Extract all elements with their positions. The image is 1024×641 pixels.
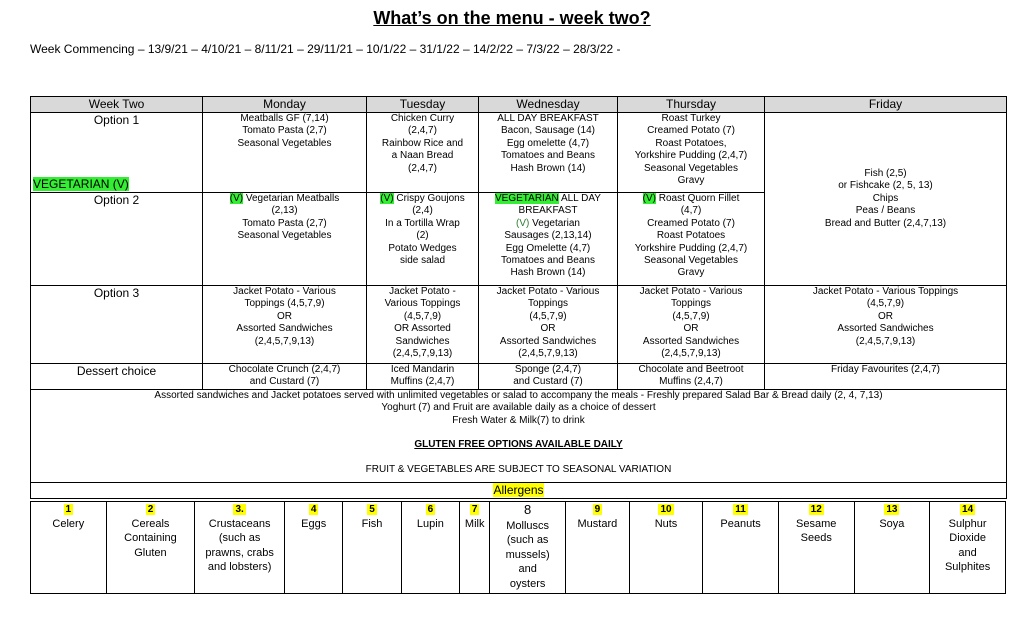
menu-line: OR [540, 323, 556, 335]
option1-monday [203, 113, 367, 193]
menu-line: Fish (2,5) [864, 167, 907, 179]
menu-line: Rainbow Rice and [381, 137, 464, 149]
header-monday: Monday [203, 97, 367, 113]
menu-line: Tomatoes and Beans [501, 150, 595, 162]
allergens-table [30, 501, 1006, 594]
vegetarian-marker: (V) [229, 193, 244, 204]
menu-line: Bacon, Sausage (14) [501, 125, 595, 137]
allergen-name: Sulphur [948, 517, 987, 530]
menu-line: (4,7) [680, 205, 702, 217]
menu-header-row [31, 97, 1007, 113]
allergen-name: Gluten [134, 546, 167, 559]
allergen-name: (such as [218, 532, 261, 544]
menu-line: Bread and Butter (2,4,7,13) [824, 217, 947, 229]
info-row [31, 390, 1007, 483]
menu-line: Jacket Potato - Various [233, 286, 336, 297]
allergen-name: Sesame [796, 517, 837, 530]
dessert-wednesday [479, 364, 618, 390]
menu-line: Gravy [677, 175, 705, 187]
menu-line: Chocolate and Beetroot [638, 364, 744, 375]
menu-line [205, 193, 364, 205]
menu-line: Roast Potatoes [656, 230, 726, 242]
menu-line: BREAKFAST [518, 205, 578, 217]
menu-line: (2) [416, 230, 429, 242]
vegetarian-label: VEGETARIAN (V) [33, 177, 129, 191]
menu-line: Friday Favourites (2,4,7) [831, 364, 940, 375]
spacer [33, 452, 1004, 464]
menu-line: Seasonal Vegetables [237, 230, 332, 242]
menu-line: Creamed Potato (7) [647, 217, 735, 229]
allergen-8 [490, 502, 566, 594]
allergen-name: Eggs [301, 517, 327, 530]
dessert-tuesday [367, 364, 479, 390]
allergen-name: and [518, 563, 537, 575]
allergen-name: mussels) [505, 548, 550, 561]
menu-line: (4,5,7,9) [403, 310, 442, 322]
dessert-label-cell [31, 364, 203, 390]
allergen-name: Mustard [577, 517, 618, 530]
menu-line: OR [878, 310, 893, 322]
allergen-number: 3. [235, 504, 244, 515]
allergen-name: Cereals [131, 517, 170, 530]
option3-row [31, 286, 1007, 364]
vegetarian-marker: (V) [380, 193, 394, 204]
menu-line: Seasonal Vegetables [644, 255, 738, 267]
option1-thursday [618, 113, 765, 193]
dessert-label: Dessert choice [76, 364, 157, 378]
allergen-name: Seeds [800, 532, 832, 544]
dessert-row [31, 364, 1007, 390]
vegetarian-marker: (V) [642, 193, 656, 204]
header-tuesday: Tuesday [367, 97, 479, 113]
menu-line [481, 218, 615, 230]
allergens-title-cell [31, 483, 1007, 499]
menu-line: (2,4,5,7,9,13) [392, 348, 453, 360]
menu-line: Muffins (2,4,7) [659, 376, 723, 388]
menu-line: Chips [872, 192, 899, 204]
option1-label: Option 1 [93, 113, 140, 127]
menu-line: Yorkshire Pudding (2,4,7) [634, 242, 748, 254]
menu-text: Vegetarian Meatballs [245, 193, 340, 204]
menu-line: Toppings [670, 298, 712, 310]
allergen-name: oysters [509, 577, 546, 590]
menu-line: Sausages (2,13,14) [504, 230, 592, 242]
option2-wednesday [479, 193, 618, 286]
allergen-name: Milk [464, 517, 485, 530]
menu-line: (2,13) [271, 205, 298, 217]
menu-line: Toppings (4,5,7,9) [244, 298, 325, 310]
menu-text: Crispy Goujons [396, 193, 465, 204]
page-title: What’s on the menu - week two? [373, 8, 651, 28]
menu-line: Meatballs GF (7,14) [240, 113, 329, 124]
menu-line: Chocolate Crunch (2,4,7) [228, 364, 341, 375]
menu-line: Egg omelette (4,7) [506, 137, 590, 149]
header-week-two: Week Two [31, 97, 203, 113]
allergen-number: 1 [65, 504, 72, 515]
menu-line: Assorted Sandwiches [642, 335, 740, 347]
allergen-2 [106, 502, 195, 594]
menu-line: Chicken Curry [390, 113, 455, 124]
menu-line: Various Toppings [384, 298, 461, 310]
menu-line: OR [683, 323, 699, 335]
option1-wednesday [479, 113, 618, 193]
menu-line: or Fishcake (2, 5, 13) [838, 180, 933, 192]
menu-table [30, 96, 1007, 499]
menu-line: a Naan Bread [391, 150, 454, 162]
menu-line: Toppings [527, 298, 569, 310]
menu-line: and Custard (7) [513, 376, 583, 388]
allergens-title-row [31, 483, 1007, 499]
allergen-number: 2 [147, 504, 154, 515]
menu-line [369, 193, 476, 205]
week-commencing-dates: Week Commencing – 13/9/21 – 4/10/21 – 8/11/21 – 29/11/21 – 10/1/22 – 31/1/22 – 14/2/22 – 7/3/22 – 28/3/22 - [30, 42, 621, 56]
allergen-name: Molluscs [506, 519, 550, 532]
option1-row [31, 113, 1007, 193]
menu-line: In a Tortilla Wrap [385, 217, 460, 229]
menu-line: Gravy [677, 267, 705, 279]
option2-monday [203, 193, 367, 286]
option2-label: Option 2 [93, 193, 140, 207]
menu-line: Jacket Potato - Various [639, 286, 743, 297]
allergen-name: Sulphites [944, 561, 991, 573]
menu-line: Tomato Pasta (2,7) [242, 217, 327, 229]
menu-line [481, 193, 615, 205]
menu-line: (2,4,7) [408, 125, 437, 137]
header-thursday: Thursday [618, 97, 765, 113]
option1-tuesday [367, 113, 479, 193]
allergen-number: 11 [735, 504, 746, 515]
option3-label: Option 3 [93, 286, 140, 300]
menu-line: (4,5,7,9) [529, 310, 567, 322]
menu-line: Tomato Pasta (2,7) [242, 125, 327, 137]
menu-line: Seasonal Vegetables [644, 162, 738, 174]
menu-text: Vegetarian [532, 217, 580, 229]
option2-thursday [618, 193, 765, 286]
dessert-friday [765, 364, 1007, 390]
menu-text: Roast Quorn Fillet [658, 193, 740, 204]
allergen-number: 5 [369, 504, 375, 515]
menu-line: (2,4) [412, 205, 433, 217]
option3-monday [203, 286, 367, 364]
spacer [33, 427, 1004, 439]
menu-line: and Custard (7) [249, 376, 320, 388]
allergen-number: 9 [594, 504, 601, 515]
menu-line: (2,4,5,7,9,13) [855, 335, 916, 347]
allergen-name: Crustaceans [208, 517, 271, 530]
allergen-5 [343, 502, 401, 594]
allergen-number: 8 [524, 502, 532, 517]
vegetarian-v-text: (V) [516, 217, 530, 229]
gluten-free-notice: GLUTEN FREE OPTIONS AVAILABLE DAILY [414, 439, 623, 451]
menu-line: Iced Mandarin [390, 364, 455, 375]
seasonal-notice: FRUIT & VEGETABLES ARE SUBJECT TO SEASONAL VARIATION [365, 463, 672, 475]
menu-line: Yorkshire Pudding (2,4,7) [634, 150, 748, 162]
menu-line: Creamed Potato (7) [647, 125, 735, 137]
allergen-number: 4 [310, 504, 317, 515]
option3-tuesday [367, 286, 479, 364]
menu-line: OR [277, 310, 292, 322]
menu-text: ALL DAY [560, 193, 601, 204]
menu-line: Assorted Sandwiches [837, 323, 934, 335]
allergens-row [31, 502, 1006, 594]
option2-tuesday [367, 193, 479, 286]
info-line: Yoghurt (7) and Fruit are available daily as a choice of dessert [381, 402, 656, 414]
allergen-name: and [958, 546, 977, 559]
allergen-11 [703, 502, 779, 594]
menu-line: Roast Turkey [661, 113, 721, 124]
menu-line: OR Assorted [394, 323, 451, 335]
menu-line: Hash Brown (14) [510, 162, 586, 174]
menu-line: Roast Potatoes, [655, 137, 727, 149]
option1-label-cell [31, 113, 203, 193]
allergen-1 [31, 502, 107, 594]
vegetarian-marker: VEGETARIAN [495, 193, 559, 204]
menu-line [620, 193, 762, 205]
allergen-14 [930, 502, 1006, 594]
menu-line: (4,5,7,9) [672, 310, 710, 322]
menu-line: Egg Omelette (4,7) [505, 242, 591, 254]
allergen-4 [284, 502, 342, 594]
menu-line: Hash Brown (14) [510, 267, 586, 279]
allergen-9 [565, 502, 629, 594]
menu-line: Assorted Sandwiches [499, 335, 597, 347]
menu-line: Jacket Potato - Various Toppings [812, 286, 959, 297]
menu-line: (2,4,5,7,9,13) [254, 335, 315, 347]
info-cell [31, 390, 1007, 483]
allergen-number: 13 [886, 504, 898, 515]
friday-main-cell [765, 113, 1007, 286]
menu-line: (4,5,7,9) [866, 298, 905, 310]
menu-line: (2,4,5,7,9,13) [661, 348, 721, 360]
menu-line: ALL DAY BREAKFAST [497, 113, 599, 124]
header-wednesday: Wednesday [479, 97, 618, 113]
allergen-name: Dioxide [949, 532, 986, 544]
option2-label-cell [31, 193, 203, 286]
option3-thursday [618, 286, 765, 364]
header-friday: Friday [765, 97, 1007, 113]
allergen-name: Soya [879, 517, 905, 530]
menu-line: (2,4,7) [408, 162, 437, 174]
option3-friday [765, 286, 1007, 364]
dessert-thursday [618, 364, 765, 390]
allergen-name: Fish [361, 517, 383, 530]
allergen-number: 14 [962, 504, 974, 515]
menu-line: Tomatoes and Beans [501, 255, 595, 267]
option3-label-cell [31, 286, 203, 364]
menu-line: side salad [399, 255, 446, 267]
menu-line: Jacket Potato - Various [496, 286, 600, 297]
allergen-7 [460, 502, 490, 594]
allergen-name: Containing [124, 532, 177, 544]
allergen-name: Nuts [654, 517, 678, 530]
allergen-number: 10 [660, 504, 672, 515]
menu-line: Jacket Potato - [389, 286, 456, 297]
menu-line: Peas / Beans [855, 205, 916, 217]
menu-line: (2,4,5,7,9,13) [518, 348, 578, 360]
menu-line: Potato Wedges [388, 242, 457, 254]
allergen-10 [629, 502, 703, 594]
allergen-name: and lobsters) [207, 561, 272, 573]
allergen-3 [195, 502, 285, 594]
allergen-6 [401, 502, 459, 594]
allergen-name: (such as [506, 534, 549, 546]
info-line: Assorted sandwiches and Jacket potatoes served with unlimited vegetables or salad to accompany the meals - Freshly prepared Salad Bar & Bread daily (2, 4, 7,13) [154, 390, 883, 401]
menu-line: Sandwiches [395, 335, 450, 347]
allergen-12 [778, 502, 854, 594]
menu-line: Seasonal Vegetables [237, 137, 332, 149]
option3-wednesday [479, 286, 618, 364]
menu-line: Assorted Sandwiches [236, 323, 333, 335]
allergen-name: Lupin [416, 517, 444, 530]
allergen-name: prawns, crabs [205, 546, 274, 559]
allergen-number: 6 [427, 504, 434, 515]
menu-line: Muffins (2,4,7) [390, 376, 455, 388]
allergens-title: Allergens [493, 483, 544, 497]
allergen-13 [854, 502, 930, 594]
menu-line: Sponge (2,4,7) [514, 364, 582, 375]
allergen-number: 12 [810, 504, 822, 515]
allergen-name: Celery [52, 517, 85, 530]
dessert-monday [203, 364, 367, 390]
info-line: Fresh Water & Milk(7) to drink [452, 414, 585, 426]
allergen-name: Peanuts [720, 517, 761, 530]
allergen-number: 7 [471, 504, 478, 515]
